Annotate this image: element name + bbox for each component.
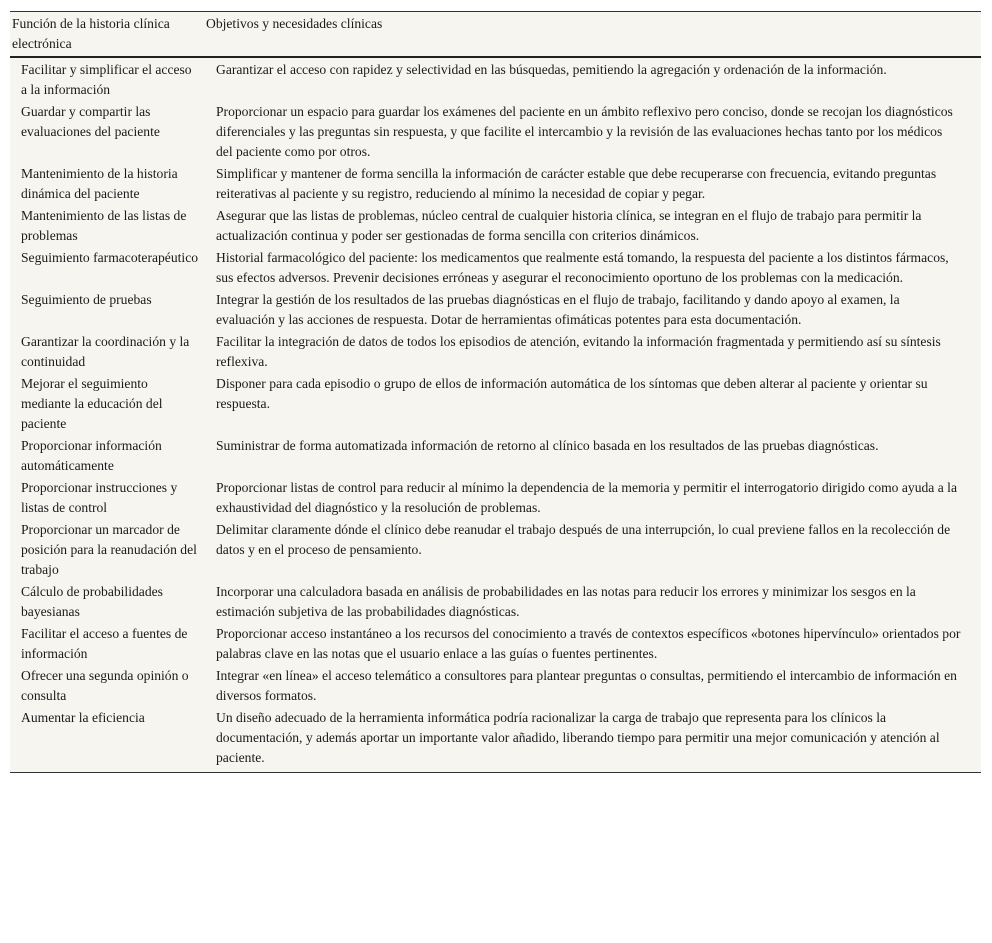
objective-cell: Asegurar que las listas de problemas, núcleo central de cualquier historia clínica, se integran en el flujo de trabajo para permitir la actualización continua y poder ser gestionadas de forma sencilla con criterios dinámicos. <box>216 208 922 243</box>
table-row <box>10 435 981 477</box>
function-cell: Proporcionar información automáticamente <box>21 438 162 473</box>
objective-cell: Delimitar claramente dónde el clínico debe reanudar el trabajo después de una interrupción, lo cual previene fallos en la recolección de datos y en el proceso de pensamiento. <box>216 522 951 557</box>
function-cell: Seguimiento de pruebas <box>21 292 152 307</box>
objective-cell: Historial farmacológico del paciente: los medicamentos que realmente está tomando, la respuesta del paciente a los distintos fármacos, sus efectos adversos. Prevenir decisiones erróneas y asegurar el reconocimiento oportuno de los problemas con la medicación. <box>216 250 949 285</box>
objective-cell: Integrar «en línea» el acceso telemático a consultores para plantear preguntas o consultas, permitiendo el intercambio de información en diversos formatos. <box>216 668 957 703</box>
objective-cell: Proporcionar un espacio para guardar los exámenes del paciente en un ámbito reflexivo pero conciso, donde se recojan los diagnósticos diferenciales y las preguntas sin respuesta, y que facilite el intercambio y la revisión de las evaluaciones hechas tanto por los médicos del paciente como por otros. <box>216 104 953 159</box>
table-row <box>10 581 981 623</box>
table-row <box>10 519 981 581</box>
objective-cell: Disponer para cada episodio o grupo de ellos de información automática de los síntomas que deben alterar al paciente y orientar su respuesta. <box>216 376 928 411</box>
function-cell: Cálculo de probabilidades bayesianas <box>21 584 163 619</box>
function-cell: Guardar y compartir las evaluaciones del paciente <box>21 104 160 139</box>
table-row <box>10 623 981 665</box>
objective-cell: Facilitar la integración de datos de todos los episodios de atención, evitando la información fragmentada y permitiendo así su síntesis reflexiva. <box>216 334 941 369</box>
header-row <box>10 12 981 57</box>
function-cell: Ofrecer una segunda opinión o consulta <box>21 668 189 703</box>
objective-cell: Incorporar una calculadora basada en análisis de probabilidades en las notas para reducir los errores y minimizar los sesgos en la estimación subjetiva de las probabilidades diagnósticas. <box>216 584 916 619</box>
table-body <box>10 57 981 772</box>
objective-cell: Suministrar de forma automatizada información de retorno al clínico basada en los resultados de las pruebas diagnósticas. <box>216 438 879 453</box>
clinical-functions-table <box>10 12 981 772</box>
function-cell: Garantizar la coordinación y la continuidad <box>21 334 190 369</box>
function-cell: Mantenimiento de las listas de problemas <box>21 208 187 243</box>
objective-cell: Simplificar y mantener de forma sencilla la información de carácter estable que debe recuperarse con frecuencia, evitando preguntas reiterativas al paciente y su registro, reduciendo al mínimo la necesidad de copiar y pegar. <box>216 166 937 201</box>
function-cell: Facilitar el acceso a fuentes de información <box>21 626 188 661</box>
function-cell: Seguimiento farmacoterapéutico <box>21 250 199 265</box>
table-row <box>10 289 981 331</box>
table-row <box>10 163 981 205</box>
objective-cell: Proporcionar listas de control para reducir al mínimo la dependencia de la memoria y permitir el interrogatorio dirigido como ayuda a la exhaustividad del diagnóstico y la resolución de problemas. <box>216 480 957 515</box>
function-cell: Proporcionar instrucciones y listas de control <box>21 480 178 515</box>
table-header <box>10 12 981 57</box>
function-cell: Facilitar y simplificar el acceso a la información <box>21 62 192 97</box>
function-cell: Aumentar la eficiencia <box>21 710 145 725</box>
objective-cell: Integrar la gestión de los resultados de las pruebas diagnósticas en el flujo de trabajo, facilitando y dando apoyo al examen, la evaluación y las acciones de respuesta. Dotar de herramientas ofimáticas potentes para esta documentación. <box>216 292 900 327</box>
table-row <box>10 247 981 289</box>
objective-cell: Garantizar el acceso con rapidez y selectividad en las búsquedas, pemitiendo la agregación y ordenación de la información. <box>216 62 887 77</box>
function-cell: Proporcionar un marcador de posición para la reanudación del trabajo <box>21 522 197 577</box>
clinical-functions-table-container <box>10 11 981 773</box>
table-row <box>10 665 981 707</box>
table-row <box>10 205 981 247</box>
table-row <box>10 373 981 435</box>
objective-cell: Proporcionar acceso instantáneo a los recursos del conocimiento a través de contextos específicos «botones hipervínculo» orientados por palabras clave en las notas que el usuario enlace a las guías o fuentes pertinentes. <box>216 626 961 661</box>
function-cell: Mejorar el seguimiento mediante la educación del paciente <box>21 376 163 431</box>
table-row <box>10 57 981 101</box>
objective-cell: Un diseño adecuado de la herramienta informática podría racionalizar la carga de trabajo que representa para los clínicos la documentación, y además aportar un importante valor añadido, liberando tiempo para permitir una mejor comunicación y atención al paciente. <box>216 710 940 765</box>
column-header-objectives: Objetivos y necesidades clínicas <box>206 12 981 57</box>
table-row <box>10 707 981 772</box>
table-row <box>10 477 981 519</box>
table-row <box>10 331 981 373</box>
column-header-function: Función de la historia clínica electrónica <box>10 12 206 57</box>
function-cell: Mantenimiento de la historia dinámica del paciente <box>21 166 178 201</box>
table-row <box>10 101 981 163</box>
